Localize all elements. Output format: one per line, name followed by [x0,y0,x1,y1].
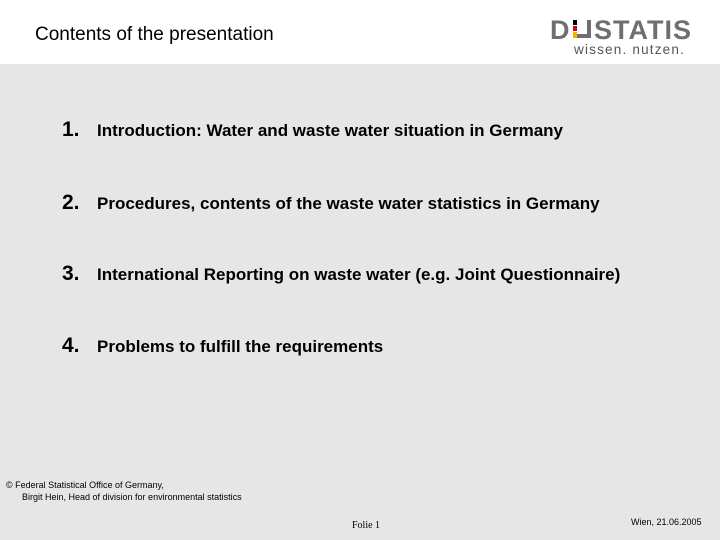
footer-copyright-line1: © Federal Statistical Office of Germany, [6,480,164,490]
logo-letter-d: D [550,15,570,45]
footer-date: Wien, 21.06.2005 [631,517,702,527]
slide-title: Contents of the presentation [35,24,274,45]
agenda-number: 3. [62,262,80,285]
logo-graphic [548,14,698,58]
agenda-text: Introduction: Water and waste water situation in Germany [97,121,563,140]
content-panel [0,64,720,540]
agenda-text: International Reporting on waste water (e.g. Joint Questionnaire) [97,265,621,284]
agenda-number: 1. [62,118,80,141]
footer-copyright-line2: Birgit Hein, Head of division for environmental statistics [22,492,242,502]
agenda-item-1 [62,118,563,148]
agenda-number: 2. [62,191,80,214]
agenda-text: Problems to fulfill the requirements [97,337,384,356]
logo-word-statis: STATIS [594,15,692,45]
agenda-number: 4. [62,334,80,357]
agenda-item-4 [62,334,383,364]
logo-tagline: wissen. nutzen. [574,42,686,57]
footer-copyright [6,479,242,503]
agenda-text: Procedures, contents of the waste water statistics in Germany [97,194,600,213]
logo-flag-icon [573,20,591,38]
footer-slide-number: Folie 1 [352,520,381,531]
destatis-logo [548,14,698,58]
agenda-item-2 [62,191,600,221]
agenda-item-3 [62,262,620,292]
